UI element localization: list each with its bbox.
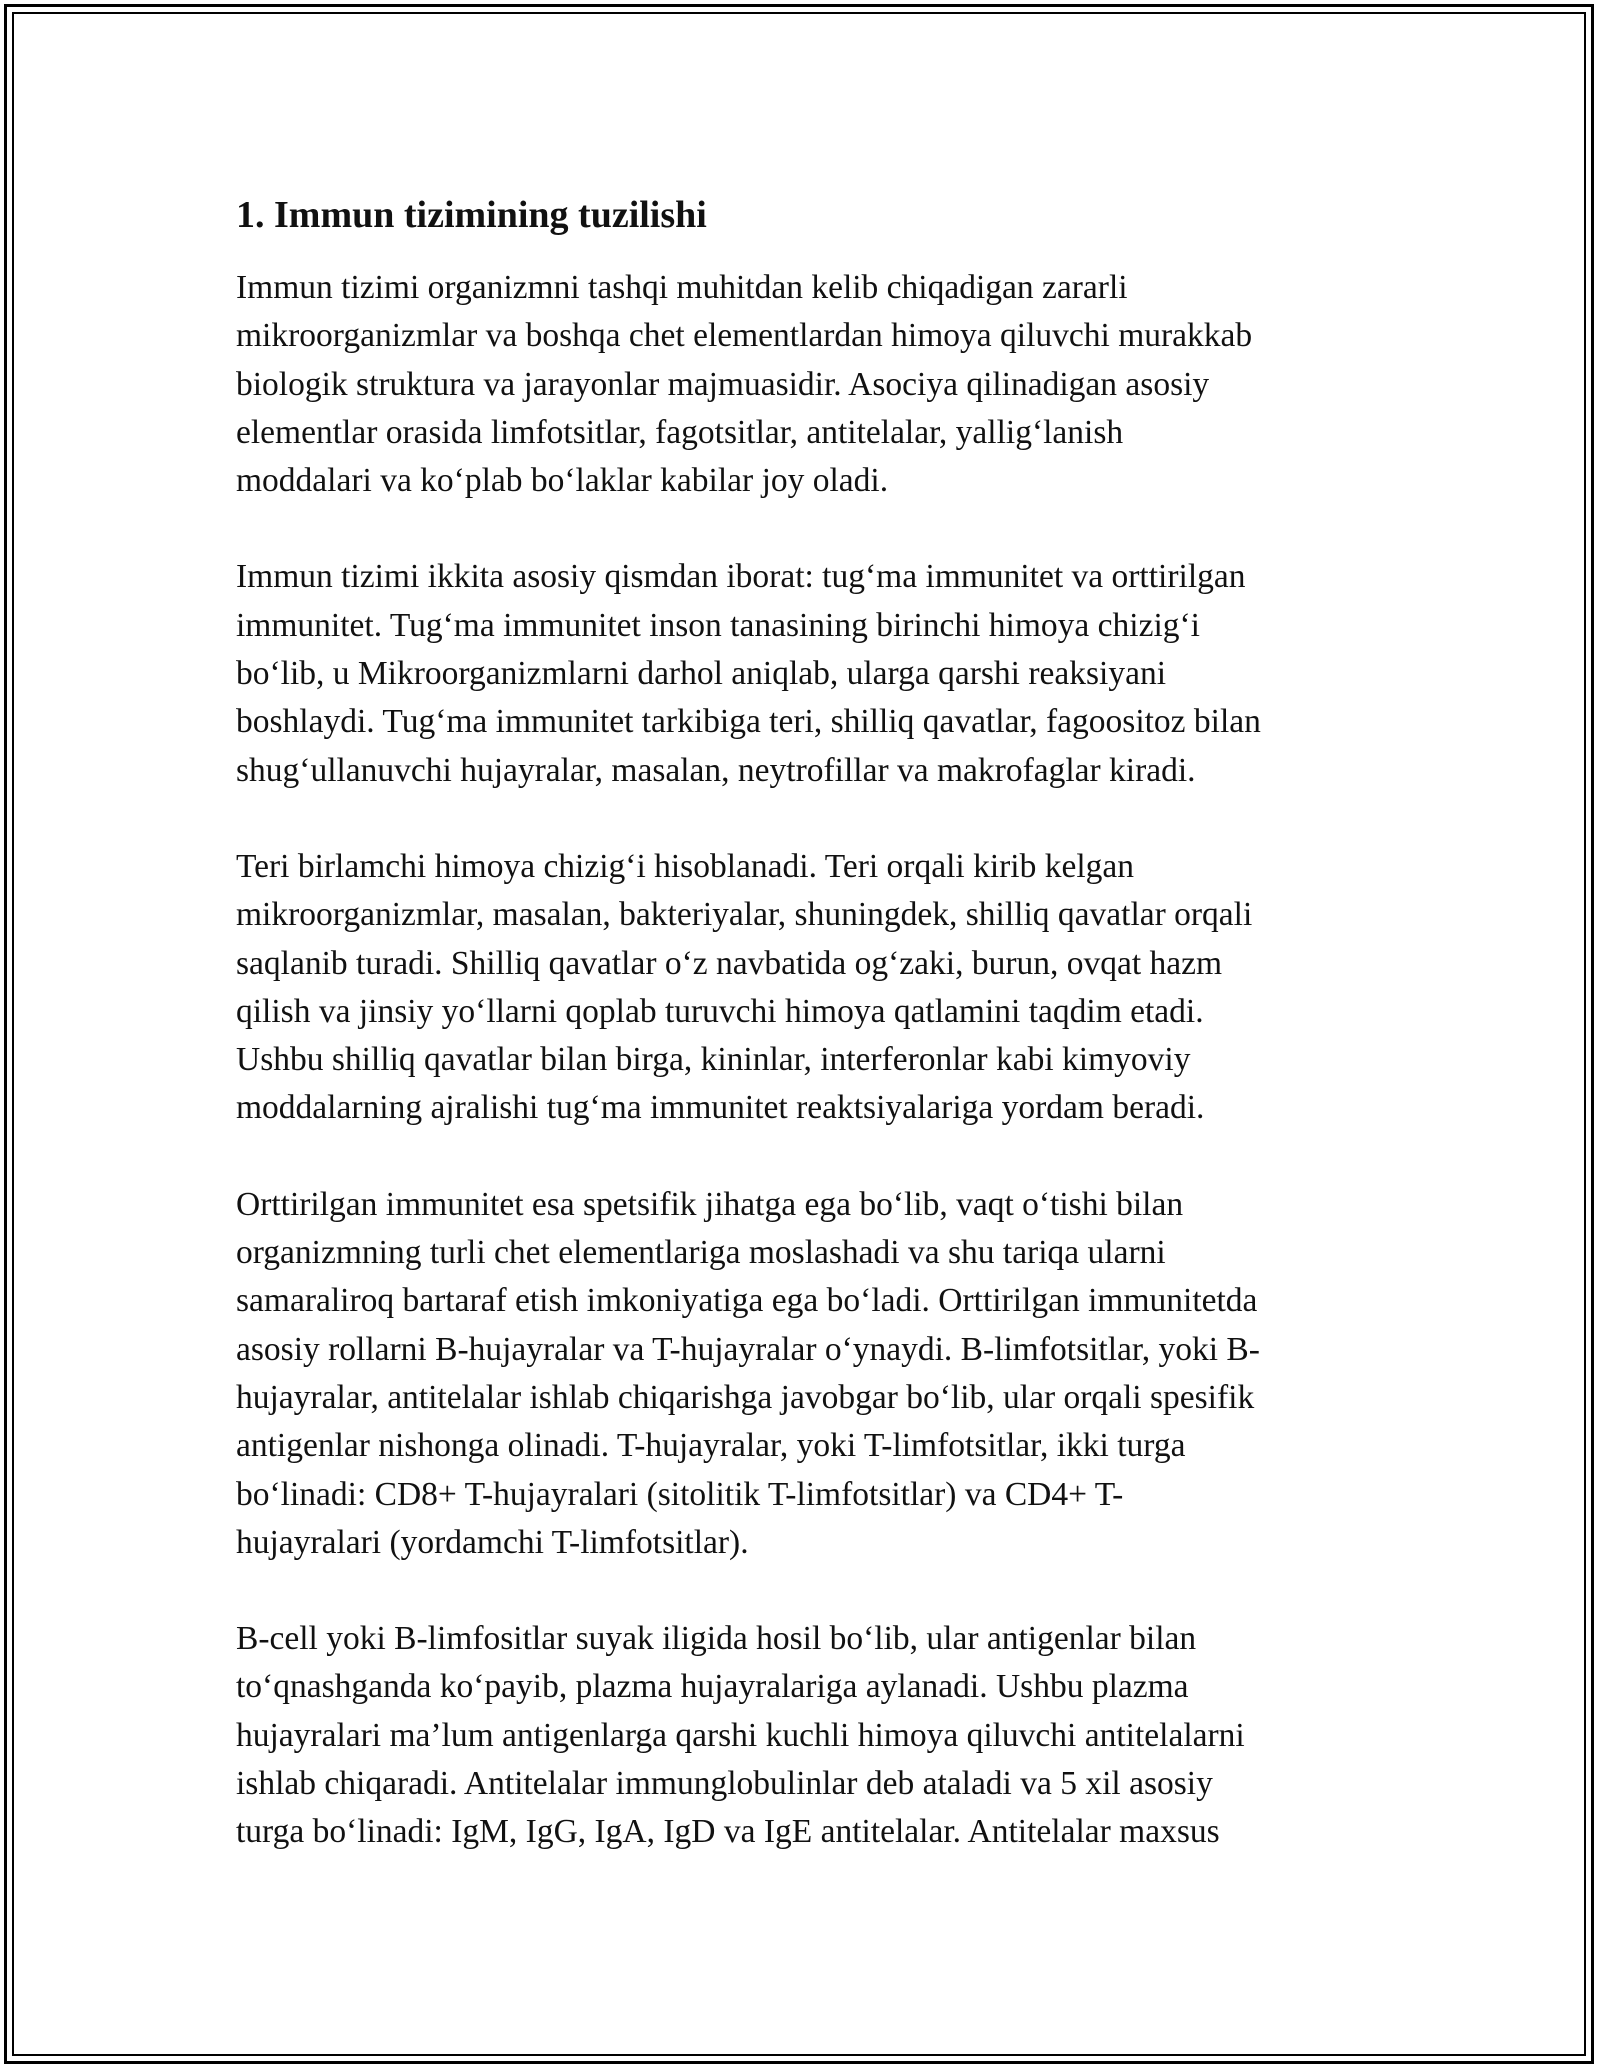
paragraph-skin-barrier bbox=[236, 843, 1366, 1133]
paragraph-acquired-immunity bbox=[236, 1181, 1366, 1567]
text-line: moddalarning ajralishi tug‘ma immunitet reaktsiyalariga yordam beradi. bbox=[236, 1089, 1205, 1127]
text-line: shug‘ullanuvchi hujayralar, masalan, neytrofillar va makrofaglar kiradi. bbox=[236, 751, 1196, 789]
text-line: hujayralar, antitelalar ishlab chiqarishga javobgar bo‘lib, ular orqali spesifik bbox=[236, 1378, 1255, 1416]
text-line: mikroorganizmlar, masalan, bakteriyalar, shuningdek, shilliq qavatlar orqali bbox=[236, 896, 1253, 934]
text-line: biologik struktura va jarayonlar majmuasidir. Asociya qilinadigan asosiy bbox=[236, 365, 1210, 403]
text-line: elementlar orasida limfotsitlar, fagotsitlar, antitelalar, yallig‘lanish bbox=[236, 413, 1124, 451]
text-line: bo‘linadi: CD8+ T-hujayralari (sitolitik T-limfotsitlar) va CD4+ T- bbox=[236, 1475, 1124, 1513]
text-line: Ushbu shilliq qavatlar bilan birga, kininlar, interferonlar kabi kimyoviy bbox=[236, 1041, 1191, 1079]
text-line: hujayralari (yordamchi T-limfotsitlar). bbox=[236, 1523, 749, 1561]
text-line: Orttirilgan immunitet esa spetsifik jihatga ega bo‘lib, vaqt o‘tishi bilan bbox=[236, 1185, 1184, 1223]
text-line: qilish va jinsiy yo‘llarni qoplab turuvchi himoya qatlamini taqdim etadi. bbox=[236, 992, 1204, 1030]
text-line: immunitet. Tug‘ma immunitet inson tanasining birinchi himoya chizig‘i bbox=[236, 606, 1200, 644]
text-line: bo‘lib, u Mikroorganizmlarni darhol aniqlab, ularga qarshi reaksiyani bbox=[236, 655, 1167, 693]
text-line: turga bo‘linadi: IgM, IgG, IgA, IgD va IgE antitelalar. Antitelalar maxsus bbox=[236, 1813, 1220, 1851]
document-body bbox=[236, 188, 1366, 1905]
text-line: mikroorganizmlar va boshqa chet elementlardan himoya qiluvchi murakkab bbox=[236, 317, 1253, 355]
text-line: ishlab chiqaradi. Antitelalar immunglobulinlar deb ataladi va 5 xil asosiy bbox=[236, 1765, 1213, 1803]
text-line: to‘qnashganda ko‘payib, plazma hujayralariga aylanadi. Ushbu plazma bbox=[236, 1668, 1189, 1706]
text-line: B-cell yoki B-limfositlar suyak iligida hosil bo‘lib, ular antigenlar bilan bbox=[236, 1620, 1197, 1658]
text-line: boshlaydi. Tug‘ma immunitet tarkibiga teri, shilliq qavatlar, fagoositoz bilan bbox=[236, 703, 1261, 741]
text-line: asosiy rollarni B-hujayralar va T-hujayralar o‘ynaydi. B-limfotsitlar, yoki B- bbox=[236, 1330, 1260, 1368]
text-line: antigenlar nishonga olinadi. T-hujayralar, yoki T-limfotsitlar, ikki turga bbox=[236, 1427, 1186, 1465]
text-line: samaraliroq bartaraf etish imkoniyatiga ega bo‘ladi. Orttirilgan immunitetda bbox=[236, 1282, 1258, 1320]
text-line: moddalari va ko‘plab bo‘laklar kabilar joy oladi. bbox=[236, 462, 889, 500]
text-line: hujayralari ma’lum antigenlarga qarshi kuchli himoya qiluvchi antitelalarni bbox=[236, 1716, 1245, 1754]
section-title: 1. Immun tizimining tuzilishi bbox=[236, 194, 707, 236]
text-line: Immun tizimi ikkita asosiy qismdan iborat: tug‘ma immunitet va orttirilgan bbox=[236, 558, 1246, 596]
text-line: Immun tizimi organizmni tashqi muhitdan kelib chiqadigan zararli bbox=[236, 269, 1128, 306]
text-line: organizmning turli chet elementlariga moslashadi va shu tariqa ularni bbox=[236, 1234, 1166, 1272]
text-line: saqlanib turadi. Shilliq qavatlar o‘z navbatida og‘zaki, burun, ovqat hazm bbox=[236, 944, 1223, 982]
paragraph-immune-system-definition bbox=[236, 264, 1366, 505]
text-line: Teri birlamchi himoya chizig‘i hisoblanadi. Teri orqali kirib kelgan bbox=[236, 847, 1135, 885]
paragraph-b-cells bbox=[236, 1615, 1366, 1856]
paragraph-innate-immunity bbox=[236, 553, 1366, 794]
